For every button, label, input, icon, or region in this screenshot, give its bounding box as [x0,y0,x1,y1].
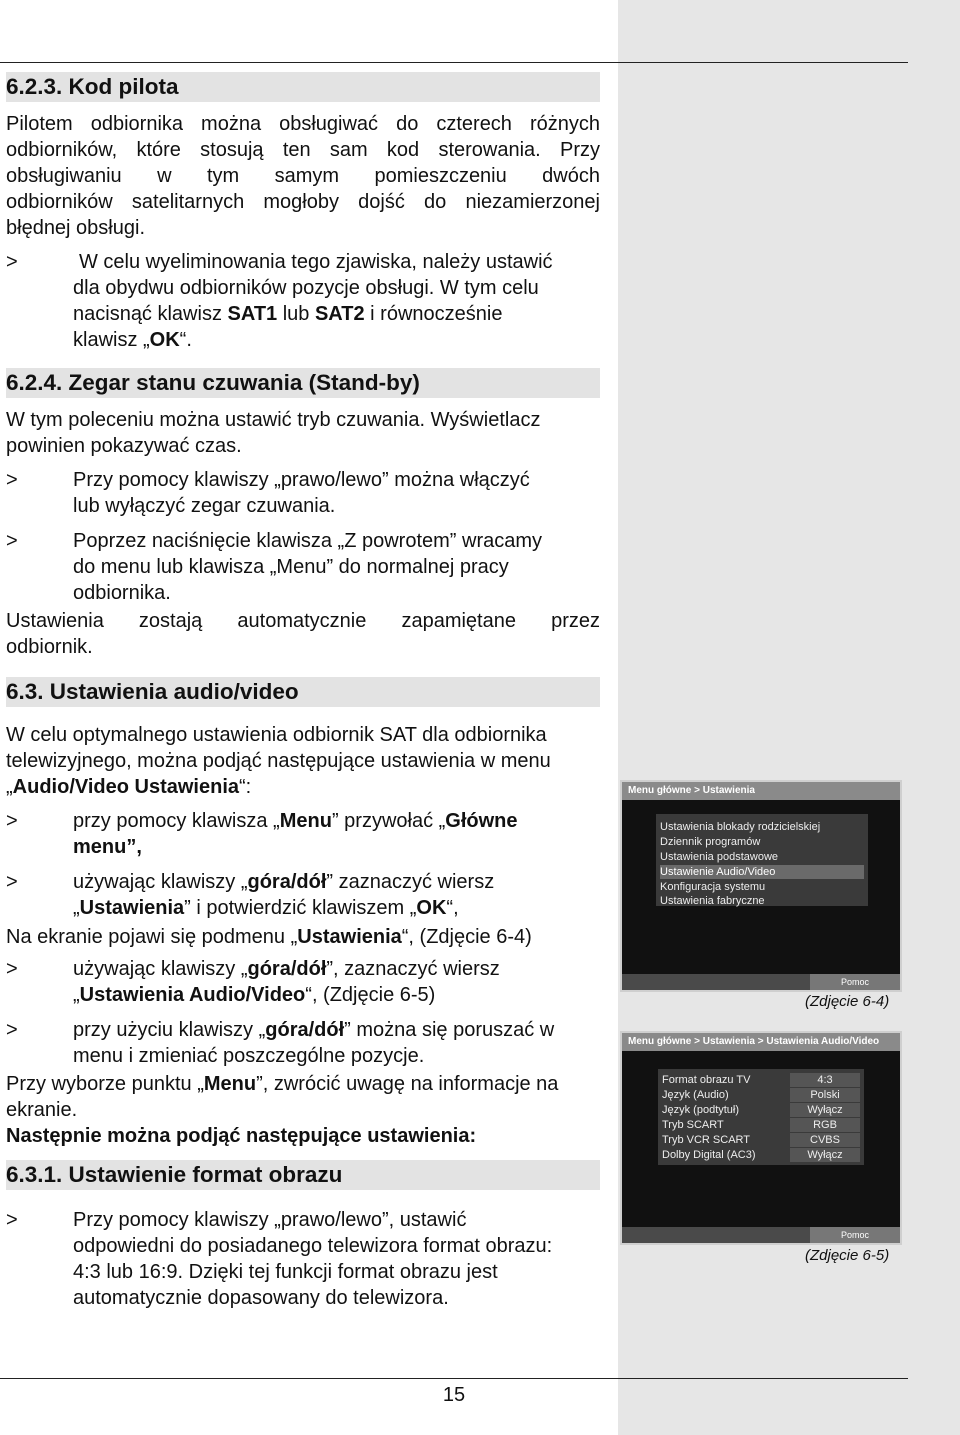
text-line: odbiornik. [6,636,93,658]
text-line: Następnie można podjąć następujące ustawienia: [6,1125,477,1147]
text-line: „Ustawienia Audio/Video“, (Zdjęcie 6-5) [73,984,436,1006]
setting-label: Język (podtytuł) [662,1104,740,1116]
text-line: W tym poleceniu można ustawić tryb czuwania. Wyświetlacz [6,409,541,431]
paragraph-623 [6,111,600,241]
text-line: klawisz „OK“. [73,329,192,351]
text-line: przy użyciu klawiszy „góra/dół” można się poruszać w [73,1019,555,1041]
setting-value: Polski [790,1088,860,1102]
bullet-marker: > [6,1019,18,1041]
text-line: powinien pokazywać czas. [6,435,242,457]
text-line: menu”, [73,836,142,858]
menu-item-selected: Ustawienie Audio/Video [660,865,864,879]
text-line: Przy pomocy klawiszy „prawo/lewo” można włączyć [73,469,530,491]
setting-label: Dolby Digital (AC3) [662,1149,756,1161]
text-line: odbiorników satelitarnych mogłoby dojść do niezamierzonej [6,191,600,213]
setting-value: Wyłącz [790,1103,860,1117]
tv-screen-6-4 [620,780,902,992]
setting-value: CVBS [790,1133,860,1147]
text-line: odbiornika. [73,582,171,604]
text-line: używając klawiszy „góra/dół” zaznaczyć wiersz [73,871,495,893]
text-line: W celu wyeliminowania tego zjawiska, należy ustawić [79,251,553,273]
paragraph-63-menu [6,1071,600,1149]
section-heading-63: 6.3. Ustawienia audio/video [6,679,299,704]
screen-footer [622,1227,900,1243]
setting-label: Tryb VCR SCART [662,1134,751,1146]
bullet-marker: > [6,810,18,832]
text-line: przy pomocy klawisza „Menu” przywołać „Główne [73,810,518,832]
section-heading-631: 6.3.1. Ustawienie format obrazu [6,1162,343,1187]
bullet-text [73,1017,600,1069]
bullet-marker: > [6,958,18,980]
text-line: 4:3 lub 16:9. Dzięki tej funkcji format obrazu jest [73,1261,498,1283]
text-line: telewizyjnego, można podjąć następujące ustawienia w menu [6,750,551,772]
setting-value: RGB [790,1118,860,1132]
text-line: menu i zmieniać poszczególne pozycje. [73,1045,425,1067]
setting-value: 4:3 [790,1073,860,1087]
text-line: odpowiedni do posiadanego telewizora format obrazu: [73,1235,553,1257]
text-line: „Ustawienia” i potwierdzić klawiszem „OK“, [73,897,459,919]
text-line: W celu optymalnego ustawienia odbiornik SAT dla odbiornika [6,724,547,746]
bullet-text [73,869,600,921]
text-line: nacisnąć klawisz SAT1 lub SAT2 i równocześnie [73,303,503,325]
caption-6-5: (Zdjęcie 6-5) [805,1247,890,1264]
text-line: Poprzez naciśnięcie klawisza „Z powrotem” wracamy [73,530,543,552]
screen-title: Menu główne > Ustawienia > Ustawienia Audio/Video [622,1033,900,1051]
bullet-marker: > [6,469,18,491]
text-line: odbiorników, które stosują ten sam kod sterowania. Przy [6,139,600,161]
text-line: Przy wyborze punktu „Menu”, zwrócić uwagę na informacje na [6,1073,559,1095]
page-number: 15 [442,1384,466,1406]
menu-item: Ustawienia blokady rodzicielskiej [660,821,821,833]
paragraph-63-intro [6,722,600,800]
menu-item: Ustawienia podstawowe [660,851,779,863]
menu-item: Ustawienia fabryczne [660,895,765,907]
text-line: Przy pomocy klawiszy „prawo/lewo”, ustawić [73,1209,467,1231]
help-label: Pomoc [810,1227,900,1243]
text-line: do menu lub klawisza „Menu” do normalnej pracy [73,556,509,578]
text-line: Na ekranie pojawi się podmenu „Ustawienia“, (Zdjęcie 6-4) [6,926,532,948]
bullet-text [73,528,600,606]
text-line: błędnej obsługi. [6,217,145,239]
setting-label: Format obrazu TV [662,1074,751,1086]
bullet-text [73,956,600,1008]
caption-6-4: (Zdjęcie 6-4) [805,993,890,1010]
top-rule [0,62,908,63]
bullet-marker: > [6,251,18,273]
menu-item: Dziennik programów [660,836,761,848]
text-line: dla obydwu odbiorników pozycje obsługi. W tym celu [73,277,539,299]
paragraph-624 [6,407,600,459]
section-heading-623: 6.2.3. Kod pilota [6,74,179,99]
screen-title: Menu główne > Ustawienia [622,782,900,800]
help-label: Pomoc [810,974,900,990]
setting-label: Język (Audio) [662,1089,729,1101]
bullet-text [73,249,600,353]
bullet-text [73,1207,600,1311]
bullet-marker: > [6,1209,18,1231]
text-line: Pilotem odbiornika można obsługiwać do czterech różnych [6,113,600,135]
text-line: Ustawienia zostają automatycznie zapamiętane przez [6,610,600,632]
setting-value: Wyłącz [790,1148,860,1162]
bullet-marker: > [6,530,18,552]
bottom-rule [0,1378,908,1379]
bullet-text [73,808,600,860]
paragraph-624-final [6,608,600,660]
text-line: lub wyłączyć zegar czuwania. [73,495,336,517]
text-line: automatycznie dopasowany do telewizora. [73,1287,449,1309]
section-heading-624: 6.2.4. Zegar stanu czuwania (Stand-by) [6,370,420,395]
screen-footer [622,974,900,990]
menu-item: Konfiguracja systemu [660,881,766,893]
text-line: obsługiwaniu w tym samym pomieszczeniu dwóch [6,165,600,187]
text-line: używając klawiszy „góra/dół”, zaznaczyć wiersz [73,958,500,980]
bullet-text [73,467,600,519]
text-line: ekranie. [6,1099,78,1121]
setting-label: Tryb SCART [662,1119,724,1131]
tv-screen-6-5 [620,1031,902,1245]
bullet-marker: > [6,871,18,893]
text-line: „Audio/Video Ustawienia“: [6,776,252,798]
paragraph-63-note [6,924,600,950]
